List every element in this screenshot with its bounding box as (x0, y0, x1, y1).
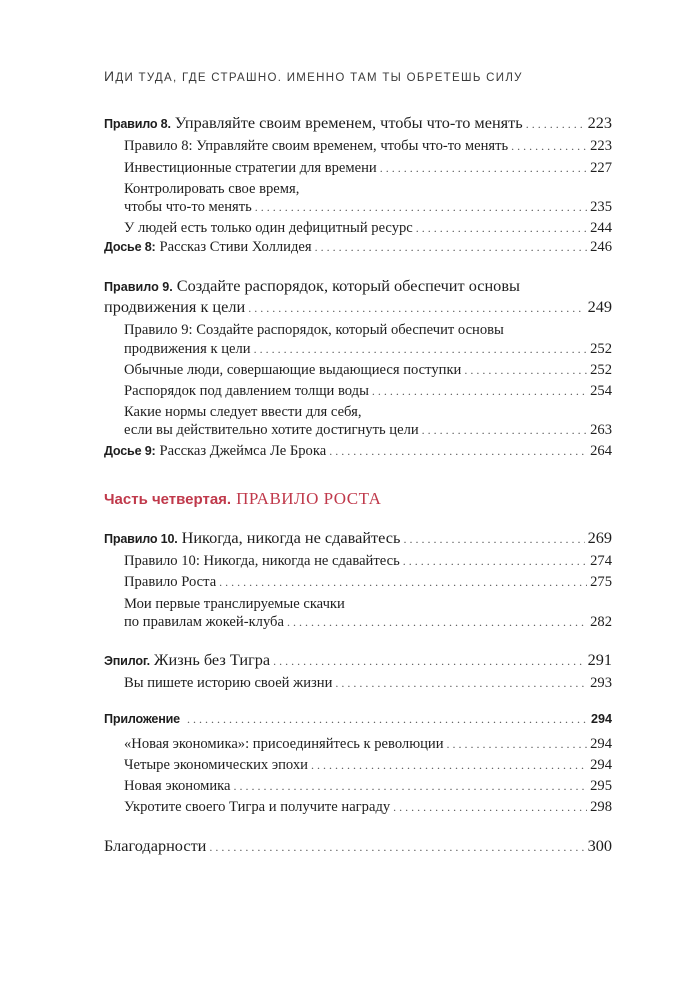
toc-subentry[interactable] (124, 138, 612, 155)
entry-title: Распорядок под давлением толщи воды (124, 383, 369, 399)
entry-title-line1: Какие нормы следует ввести для себя, (124, 404, 362, 420)
dot-leader (403, 532, 584, 547)
toc-entry-rule-9-line1 (104, 276, 520, 296)
page-number: 298 (590, 799, 612, 815)
dot-leader (526, 117, 585, 132)
toc-entry-rule-9[interactable] (104, 297, 612, 317)
toc-subentry[interactable] (124, 757, 612, 774)
entry-title-line1: Правило 9: Создайте распорядок, который обеспечит основы (124, 322, 504, 338)
dot-leader (273, 654, 584, 669)
dot-leader (209, 840, 584, 855)
toc-entry-dossier-9[interactable] (104, 443, 612, 460)
toc-entry-epilogue[interactable] (104, 650, 612, 670)
dot-leader (255, 200, 587, 215)
toc-subentry[interactable] (124, 736, 612, 753)
entry-title: Укротите своего Тигра и получите награду (124, 799, 391, 815)
entry-title: Управляйте своим временем, чтобы что-то менять (174, 113, 523, 132)
dot-leader (416, 221, 587, 236)
page-number: 223 (590, 138, 612, 154)
running-header: ИДИ ТУДА, ГДЕ СТРАШНО. ИМЕННО ТАМ ТЫ ОБРЕТЕШЬ СИЛУ (104, 68, 523, 84)
page-number: 264 (590, 443, 612, 459)
page-number: 294 (590, 736, 612, 752)
toc-subentry[interactable] (124, 574, 612, 591)
toc-subentry[interactable] (124, 614, 612, 631)
entry-title: Правило 8: Управляйте своим временем, чтобы что-то менять (124, 138, 509, 154)
page-number: 249 (587, 297, 612, 316)
page-number: 252 (590, 341, 612, 357)
toc-subentry[interactable] (124, 422, 612, 439)
entry-title: продвижения к цели (104, 297, 246, 316)
entry-label: Досье 8: (104, 240, 156, 254)
entry-title: Жизнь без Тигра (153, 650, 271, 669)
dot-leader (511, 139, 587, 154)
page-number: 223 (587, 113, 612, 132)
page-number: 274 (590, 553, 612, 569)
entry-title-line1: Создайте распорядок, который обеспечит основы (176, 276, 520, 295)
entry-title: Инвестиционные стратегии для времени (124, 160, 377, 176)
part-heading (104, 489, 381, 509)
toc-entry-dossier-8[interactable] (104, 239, 612, 256)
toc-subentry[interactable] (124, 341, 612, 358)
entry-title: Правило Роста (124, 574, 217, 590)
page-number: 244 (590, 220, 612, 236)
toc-subentry[interactable] (124, 362, 612, 379)
entry-label: Правило 10. (104, 532, 178, 546)
entry-label: Эпилог. (104, 654, 150, 668)
entry-title: Никогда, никогда не сдавайтесь (181, 528, 401, 547)
dot-leader (248, 301, 584, 316)
toc-subentry[interactable] (124, 553, 612, 570)
page-number: 254 (590, 383, 612, 399)
entry-label: Приложение (104, 712, 180, 726)
toc-subentry[interactable] (124, 199, 612, 216)
toc-entry-rule-10[interactable] (104, 528, 612, 548)
toc-subentry[interactable] (124, 383, 612, 400)
page-number: 291 (587, 650, 612, 669)
entry-label: Правило 8. (104, 117, 171, 131)
dot-leader (380, 161, 587, 176)
page-number: 293 (590, 675, 612, 691)
dot-leader (393, 800, 587, 815)
dot-leader (372, 384, 587, 399)
toc-subentry[interactable] (124, 160, 612, 177)
entry-title: Рассказ Джеймса Ле Брока (159, 443, 327, 459)
entry-title: Новая экономика (124, 778, 231, 794)
page-number: 227 (590, 160, 612, 176)
page-number: 295 (590, 778, 612, 794)
entry-title: Четыре экономических эпохи (124, 757, 308, 773)
dot-leader (187, 712, 588, 727)
dot-leader (315, 240, 588, 255)
toc-entry-appendix[interactable] (104, 712, 612, 727)
toc-entry-acknowledgements[interactable] (104, 836, 612, 856)
dot-leader (464, 363, 587, 378)
page-number: 294 (590, 757, 612, 773)
dot-leader (329, 444, 587, 459)
toc-subentry[interactable] (124, 778, 612, 795)
dot-leader (422, 423, 587, 438)
page-number: 235 (590, 199, 612, 215)
dot-leader (219, 575, 587, 590)
dot-leader (254, 342, 588, 357)
dot-leader (287, 615, 587, 630)
dot-leader (335, 676, 587, 691)
entry-title: если вы действительно хотите достигнуть цели (124, 422, 419, 438)
entry-title: по правилам жокей-клуба (124, 614, 284, 630)
toc-subentry[interactable] (124, 220, 612, 237)
toc-subentry[interactable] (124, 675, 612, 692)
page-number: 275 (590, 574, 612, 590)
dot-leader (447, 737, 588, 752)
page-number: 263 (590, 422, 612, 438)
entry-title: продвижения к цели (124, 341, 251, 357)
page-number: 282 (590, 614, 612, 630)
entry-title: чтобы что-то менять (124, 199, 252, 215)
entry-title: Благодарности (104, 836, 207, 855)
page-number: 252 (590, 362, 612, 378)
entry-title: Обычные люди, совершающие выдающиеся поступки (124, 362, 462, 378)
page-number: 269 (587, 528, 612, 547)
entry-title: «Новая экономика»: присоединяйтесь к революции (124, 736, 444, 752)
entry-title: Рассказ Стиви Холлидея (159, 239, 312, 255)
entry-label: Правило 9. (104, 280, 173, 294)
part-title: ПРАВИЛО РОСТА (236, 489, 382, 508)
entry-title: У людей есть только один дефицитный ресурс (124, 220, 413, 236)
dot-leader (311, 758, 587, 773)
entry-title: Вы пишете историю своей жизни (124, 675, 333, 691)
part-label: Часть четвертая. (104, 491, 232, 508)
toc-entry-rule-8[interactable] (104, 113, 612, 133)
page-number: 246 (590, 239, 612, 255)
entry-title-line1: Мои первые транслируемые скачки (124, 596, 345, 612)
page-number: 300 (587, 836, 612, 855)
page-number: 294 (590, 712, 612, 726)
dot-leader (234, 779, 588, 794)
entry-label: Досье 9: (104, 444, 156, 458)
entry-title: Правило 10: Никогда, никогда не сдавайтесь (124, 553, 400, 569)
entry-title-line1: Контролировать свое время, (124, 181, 300, 197)
dot-leader (403, 554, 587, 569)
toc-subentry[interactable] (124, 799, 612, 816)
